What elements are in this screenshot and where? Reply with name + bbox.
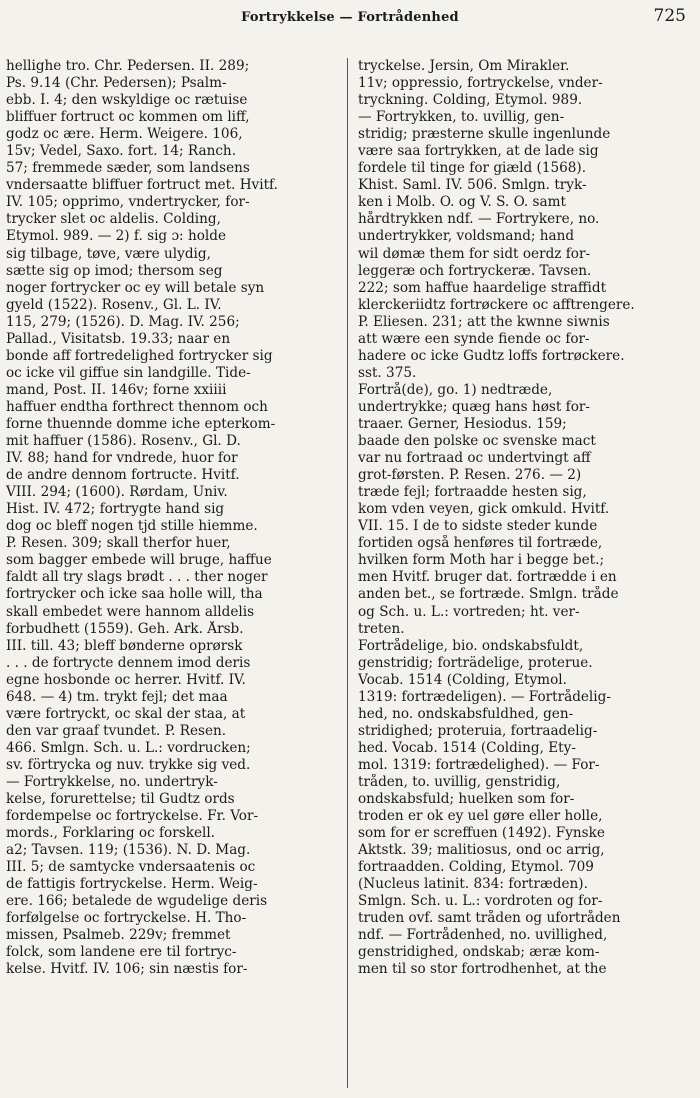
text-line: truden ovf. samt tråden og ufortråden xyxy=(358,910,621,927)
text-line: ken i Molb. O. og V. S. O. samt xyxy=(358,194,566,211)
text-line: stridig; præsterne skulle ingenlunde xyxy=(358,126,611,143)
text-line: Smlgn. Sch. u. L.: vordroten og for- xyxy=(358,893,603,910)
text-line: godz oc ære. Herm. Weigere. 106, xyxy=(6,126,243,143)
text-line: genstridighed, ondskab; æræ kom- xyxy=(358,944,600,961)
text-line: tryckning. Colding, Etymol. 989. xyxy=(358,92,583,109)
text-line: treten. xyxy=(358,620,405,637)
text-line: mords., Forklaring oc forskell. xyxy=(6,825,216,842)
text-line: den var graaf tvundet. P. Resen. xyxy=(6,722,227,739)
text-line: . . . de fortrycte dennem imod deris xyxy=(6,654,251,671)
text-line: fortraadden. Colding, Etymol. 709 xyxy=(358,859,594,876)
text-line: troden er ok ey uel gøre eller holle, xyxy=(358,808,603,825)
text-line: bonde aff fortredelighed fortrycker sig xyxy=(6,347,273,364)
text-line: trycker slet oc aldelis. Colding, xyxy=(6,211,221,228)
text-line: fordele til tinge for giæld (1568). xyxy=(358,160,587,177)
text-line: 57; fremmede sæder, som landsens xyxy=(6,160,250,177)
text-line: IV. 88; hand for vndrede, huor for xyxy=(6,450,238,467)
text-line: hvilken form Moth har i begge bet.; xyxy=(358,552,605,569)
text-line: 648. — 4) tm. trykt fejl; det maa xyxy=(6,688,228,705)
text-line: men Hvitf. bruger dat. fortrædde i en xyxy=(358,569,617,586)
page-number: 725 xyxy=(653,6,686,26)
text-line: sig tilbage, tøve, være ulydig, xyxy=(6,245,211,262)
text-line: var nu fortraad oc undertvingt aff xyxy=(358,450,591,467)
text-line: forbudhett (1559). Geh. Ark. Årsb. xyxy=(6,620,244,637)
text-line: mit haffuer (1586). Rosenv., Gl. D. xyxy=(6,433,241,450)
text-line: hed, no. ondskabsfuldhed, gen- xyxy=(358,705,574,722)
text-line: Fortrå(de), go. 1) nedtræde, xyxy=(358,381,553,398)
text-line: Khist. Saml. IV. 506. Smlgn. tryk- xyxy=(358,177,587,194)
text-line: leggeræ och fortryckeræ. Tavsen. xyxy=(358,262,592,279)
text-line: kelse, forurettelse; til Gudtz ords xyxy=(6,791,235,808)
text-line: dog oc bleff nogen tjd stille hiemme. xyxy=(6,518,258,535)
running-header xyxy=(0,6,700,32)
left-column xyxy=(6,58,342,979)
text-line: baade den polske oc svenske mact xyxy=(358,433,596,450)
page-title: Fortrykkelse — Fortrådenhed xyxy=(241,10,459,25)
text-line: ebb. I. 4; den wskyldige oc rætuise xyxy=(6,92,248,109)
text-line: stridighed; proteruia, fortraadelig- xyxy=(358,722,598,739)
text-line: bliffuer fortruct oc kommen om liff, xyxy=(6,109,250,126)
text-line: 115, 279; (1526). D. Mag. IV. 256; xyxy=(6,313,240,330)
text-line: være fortryckt, oc skal der staa, at xyxy=(6,705,246,722)
right-column xyxy=(358,58,694,979)
text-line: — Fortrykkelse, no. undertryk- xyxy=(6,773,218,790)
text-line: og Sch. u. L.: vortreden; ht. ver- xyxy=(358,603,580,620)
text-line: haffuer endtha forthrect thennom och xyxy=(6,398,268,415)
text-line: P. Resen. 309; skall therfor huer, xyxy=(6,535,231,552)
text-line: ndf. — Fortrådenhed, no. uvillighed, xyxy=(358,927,608,944)
text-line: hårdtrykken ndf. — Fortrykere, no. xyxy=(358,211,600,228)
text-line: 11v; oppressio, fortryckelse, vnder- xyxy=(358,75,603,92)
text-line: a2; Tavsen. 119; (1536). N. D. Mag. xyxy=(6,842,251,859)
text-line: forne thuennde domme iche epterkom- xyxy=(6,415,276,432)
text-line: VIII. 294; (1600). Rørdam, Univ. xyxy=(6,484,228,501)
text-line: mand, Post. II. 146v; forne xxiiii xyxy=(6,381,227,398)
text-line: anden bet., se fortræde. Smlgn. tråde xyxy=(358,586,619,603)
text-line: P. Eliesen. 231; att the kwnne siwnis xyxy=(358,313,610,330)
text-line: ondskabsfuld; huelken som for- xyxy=(358,791,575,808)
text-line: grot-førsten. P. Resen. 276. — 2) xyxy=(358,467,582,484)
text-line: III. till. 43; bleff bønderne oprørsk xyxy=(6,637,243,654)
text-line: Aktstk. 39; malitiosus, ond oc arrig, xyxy=(358,842,605,859)
text-line: 222; som haffue haardelige straffidt xyxy=(358,279,607,296)
text-line: Ps. 9.14 (Chr. Pedersen); Psalm- xyxy=(6,75,227,92)
text-line: oc icke vil giffue sin landgille. Tide- xyxy=(6,364,251,381)
text-line: gyeld (1522). Rosenv., Gl. L. IV. xyxy=(6,296,222,313)
text-line: forfølgelse oc fortryckelse. H. Tho- xyxy=(6,910,247,927)
text-line: kelse. Hvitf. IV. 106; sin næstis for- xyxy=(6,961,248,978)
text-line: som for er screffuen (1492). Fynske xyxy=(358,825,605,842)
text-line: faldt all try slags brødt . . . ther noger xyxy=(6,569,268,586)
text-line: 1319: fortrædeligen). — Fortrådelig- xyxy=(358,688,611,705)
text-line: sv. förtrycka og nuv. trykke sig ved. xyxy=(6,756,251,773)
text-line: Pallad., Visitatsb. 19.33; naar en xyxy=(6,330,231,347)
text-line: fortiden også henføres til fortræde, xyxy=(358,535,603,552)
text-line: wil dømæ them for sidt oerdz for- xyxy=(358,245,591,262)
text-line: undertrykker, voldsmand; hand xyxy=(358,228,575,245)
text-line: være saa fortrykken, at de lade sig xyxy=(358,143,599,160)
text-line: kom vden veyen, gick omkuld. Hvitf. xyxy=(358,501,610,518)
text-line: som bagger embede will bruge, haffue xyxy=(6,552,272,569)
text-line: ere. 166; betalede de wgudelige deris xyxy=(6,893,268,910)
text-line: hadere oc icke Gudtz loffs fortrøckere. xyxy=(358,347,625,364)
text-line: fortrycker och icke saa holle will, tha xyxy=(6,586,263,603)
text-line: Vocab. 1514 (Colding, Etymol. xyxy=(358,671,567,688)
text-line: vndersaatte bliffuer fortruct met. Hvitf. xyxy=(6,177,278,194)
text-line: skall embedet were hannom alldelis xyxy=(6,603,255,620)
text-line: de andre dennom fortructe. Hvitf. xyxy=(6,467,240,484)
text-line: Etymol. 989. — 2) f. sig ɔ: holde xyxy=(6,228,226,245)
text-line: III. 5; de samtycke vndersaatenis oc xyxy=(6,859,256,876)
text-line: Hist. IV. 472; fortrygte hand sig xyxy=(6,501,225,518)
text-line: sst. 375. xyxy=(358,364,417,381)
text-line: de fattigis fortryckelse. Herm. Weig- xyxy=(6,876,258,893)
text-line: IV. 105; opprimo, vndertrycker, for- xyxy=(6,194,250,211)
text-columns xyxy=(6,58,696,1094)
text-line: Fortrådelige, bio. ondskabsfuldt, xyxy=(358,637,584,654)
text-line: fordempelse oc fortryckelse. Fr. Vor- xyxy=(6,808,259,825)
text-line: hed. Vocab. 1514 (Colding, Ety- xyxy=(358,739,576,756)
text-line: tryckelse. Jersin, Om Mirakler. xyxy=(358,58,570,74)
text-line: (Nucleus latinit. 834: fortræden). xyxy=(358,876,588,893)
text-line: sætte sig op imod; thersom seg xyxy=(6,262,223,279)
text-line: klerckeriidtz fortrøckere oc afftrengere. xyxy=(358,296,635,313)
text-line: noger fortrycker oc ey will betale syn xyxy=(6,279,265,296)
text-line: missen, Psalmeb. 229v; fremmet xyxy=(6,927,231,944)
text-line: traaer. Gerner, Hesiodus. 159; xyxy=(358,415,567,432)
text-line: — Fortrykken, to. uvillig, gen- xyxy=(358,109,565,126)
text-line: VII. 15. I de to sidste steder kunde xyxy=(358,518,598,535)
text-line: tråden, to. uvillig, genstridig, xyxy=(358,773,561,790)
text-line: mol. 1319: fortrædelighed). — For- xyxy=(358,756,600,773)
text-line: att wære een synde fiende oc for- xyxy=(358,330,590,347)
text-line: folck, som landene ere til fortryc- xyxy=(6,944,237,961)
text-line: undertrykke; quæg hans høst for- xyxy=(358,398,590,415)
text-line: hellighe tro. Chr. Pedersen. II. 289; xyxy=(6,58,250,74)
text-line: men til so stor fortrodhenhet, at the xyxy=(358,961,607,978)
text-line: træde fejl; fortraadde hesten sig, xyxy=(358,484,587,501)
text-line: 466. Smlgn. Sch. u. L.: vordrucken; xyxy=(6,739,251,756)
text-line: genstridig; forträdelige, proterue. xyxy=(358,654,593,671)
text-line: egne hosbonde oc herrer. Hvitf. IV. xyxy=(6,671,246,688)
text-line: 15v; Vedel, Saxo. fort. 14; Ranch. xyxy=(6,143,237,160)
